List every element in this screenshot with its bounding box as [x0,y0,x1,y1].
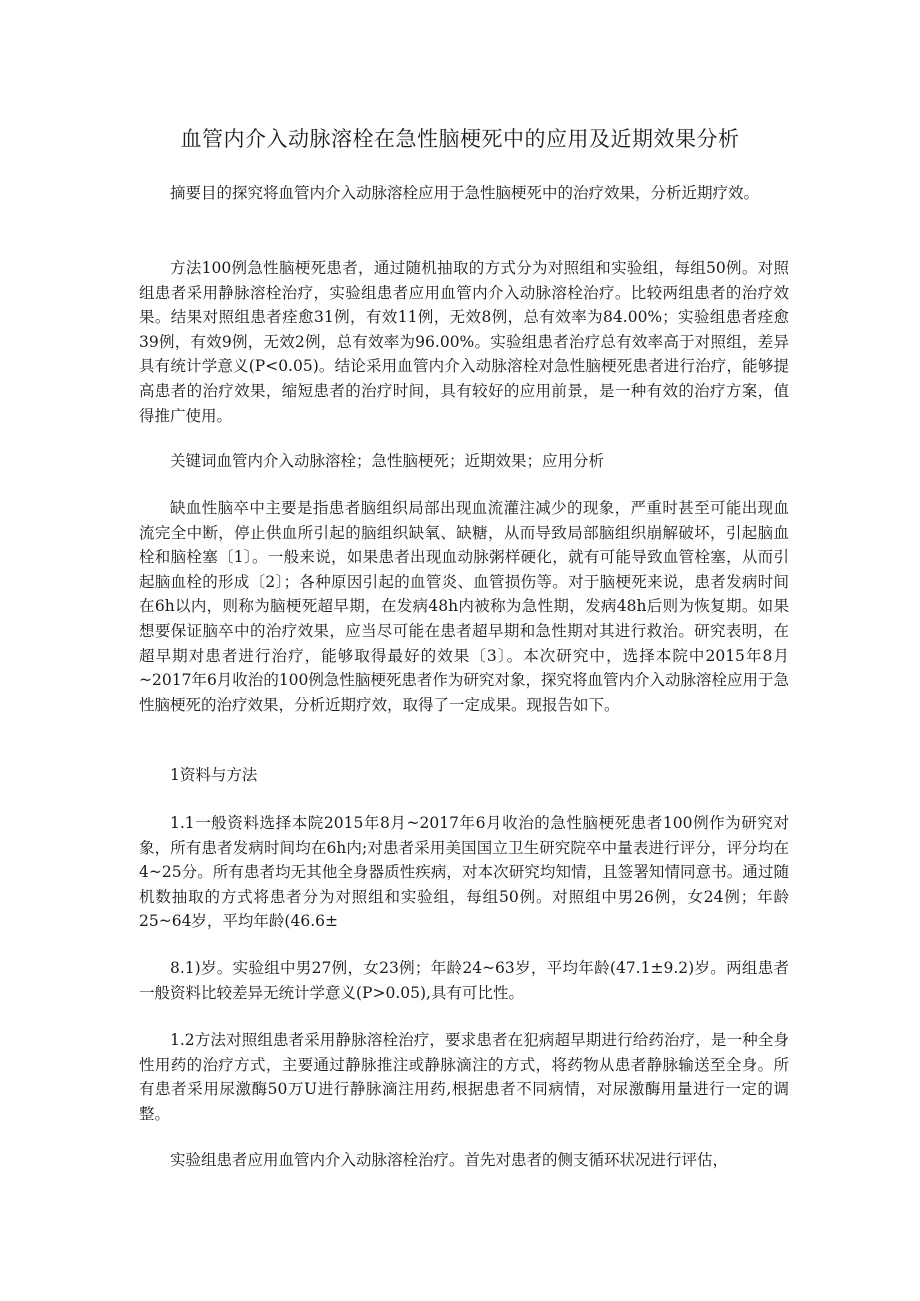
abstract-objective-paragraph: 摘要目的探究将血管内介入动脉溶栓应用于急性脑梗死中的治疗效果，分析近期疗效。 [170,184,760,202]
method-control-group-paragraph: 1.2方法对照组患者采用静脉溶栓治疗，要求患者在犯病超早期进行给药治疗，是一种全身性用药的治疗方式，主要通过静脉推注或静脉滴注的方式，将药物从患者静脉输送至全身。所有患者采用尿激酶50万U进行静脉滴注用药,根据患者不同病情，对尿激酶用量进行一定的调整。 [139,1031,789,1123]
keywords-paragraph: 关键词血管内介入动脉溶栓；急性脑梗死；近期效果；应用分析 [170,452,605,470]
general-data-paragraph: 1.1一般资料选择本院2015年8月~2017年6月收治的急性脑梗死患者100例作为研究对象，所有患者发病时间均在6h内;对患者采用美国国立卫生研究院卒中量表进行评分，评分均在4~25分。所有患者均无其他全身器质性疾病，对本次研究均知情，且签署知情同意书。通过随机数抽取的方式将患者分为对照组和实验组，每组50例。对照组中男26例，女24例；年龄25~64岁，平均年龄(46.6± [139,814,789,931]
general-data-continuation-paragraph: 8.1)岁。实验组中男27例，女23例；年龄24~63岁，平均年龄(47.1±9.2)岁。两组患者一般资料比较差异无统计学意义(P>0.05),具有可比性。 [139,959,789,1002]
method-experimental-group-paragraph: 实验组患者应用血管内介入动脉溶栓治疗。首先对患者的侧支循环状况进行评估， [170,1151,729,1169]
section-heading-materials-methods: 1资料与方法 [170,766,258,784]
introduction-paragraph: 缺血性脑卒中主要是指患者脑组织局部出现血流灌注减少的现象，严重时甚至可能出现血流完全中断，停止供血所引起的脑组织缺氧、缺糖，从而导致局部脑组织崩解破坏，引起脑血栓和脑栓塞〔1〕。一般来说，如果患者出现血动脉粥样硬化，就有可能导致血管栓塞，从而引起脑血栓的形成〔2〕；各种原因引起的血管炎、血管损伤等。对于脑梗死来说，患者发病时间在6h以内，则称为脑梗死超早期，在发病48h内被称为急性期，发病48h后则为恢复期。如果想要保证脑卒中的治疗效果，应当尽可能在患者超早期和急性期对其进行救治。研究表明，在超早期对患者进行治疗，能够取得最好的效果〔3〕。本次研究中，选择本院中2015年8月~2017年6月收治的100例急性脑梗死患者作为研究对象，探究将血管内介入动脉溶栓应用于急性脑梗死的治疗效果，分析近期疗效，取得了一定成果。现报告如下。 [139,499,789,714]
document-title: 血管内介入动脉溶栓在急性脑梗死中的应用及近期效果分析 [180,127,740,151]
abstract-methods-results-paragraph: 方法100例急性脑梗死患者，通过随机抽取的方式分为对照组和实验组，每组50例。对照组患者采用静脉溶栓治疗，实验组患者应用血管内介入动脉溶栓治疗。比较两组患者的治疗效果。结果对照组患者痊愈31例，有效11例，无效8例，总有效率为84.00%；实验组患者痊愈39例，有效9例，无效2例，总有效率为96.00%。实验组患者治疗总有效率高于对照组，差异具有统计学意义(P<0.05)。结论采用血管内介入动脉溶栓对急性脑梗死患者进行治疗，能够提高患者的治疗效果，缩短患者的治疗时间，具有较好的应用前景，是一种有效的治疗方案，值得推广使用。 [139,259,789,425]
